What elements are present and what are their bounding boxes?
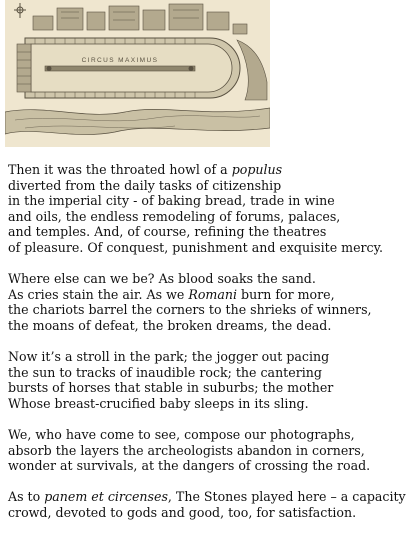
poem-line	[8, 458, 406, 474]
stanza	[8, 271, 406, 333]
line-text: bursts of horses that stable in suburbs; the mother	[8, 380, 334, 396]
poem-line	[8, 349, 406, 365]
spina	[45, 66, 195, 71]
poem-line	[8, 489, 406, 505]
poem-line	[8, 193, 406, 209]
circus-maximus-plan-drawing	[5, 0, 270, 147]
poem-line	[8, 240, 406, 256]
italic-term: Romani	[188, 286, 238, 302]
plan-caption: CIRCUS MAXIMUS	[81, 57, 159, 64]
line-text: Whose breast-crucified baby sleeps in its sling.	[8, 395, 309, 411]
poem-line	[8, 302, 406, 318]
circus-maximus-illustration	[5, 0, 270, 147]
poem-line	[8, 271, 406, 287]
italic-term: panem et circenses	[44, 489, 168, 505]
poem-line	[8, 318, 406, 334]
line-text: the chariots barrel the corners to the shrieks of winners,	[8, 302, 372, 318]
stanza	[8, 427, 406, 474]
poem-line	[8, 162, 406, 178]
line-text: the sun to tracks of inaudible rock; the cantering	[8, 364, 322, 380]
line-text: and temples. And, of course, refining the theatres	[8, 224, 327, 240]
line-text: Where else can we be? As blood soaks the sand.	[8, 271, 316, 287]
line-text: in the imperial city - of baking bread, trade in wine	[8, 193, 335, 209]
poem-line	[8, 427, 406, 443]
line-text: wonder at survivals, at the dangers of crossing the road.	[8, 458, 371, 474]
poem-line	[8, 505, 406, 521]
poem-line	[8, 178, 406, 194]
poem-line	[8, 380, 406, 396]
poem-line	[8, 209, 406, 225]
stanza	[8, 349, 406, 411]
line-text: absorb the layers the archeologists abandon in corners,	[8, 442, 365, 458]
line-text: We, who have come to see, compose our photographs,	[8, 427, 355, 443]
poem	[8, 162, 406, 536]
poem-line	[8, 287, 406, 303]
line-text: crowd, devoted to gods and good, too, for satisfaction.	[8, 505, 357, 521]
line-text: and oils, the endless remodeling of forums, palaces,	[8, 208, 341, 224]
line-text: Then it was the throated howl of a	[8, 162, 232, 177]
line-text: As cries stain the air. As we	[8, 286, 189, 302]
line-text: diverted from the daily tasks of citizenship	[8, 177, 282, 193]
line-text: As to	[8, 489, 45, 505]
line-text: the moans of defeat, the broken dreams, the dead.	[8, 317, 332, 333]
stanza	[8, 162, 406, 256]
line-text: , The Stones played here – a capacity	[167, 489, 406, 505]
stanza	[8, 489, 406, 520]
line-text: Now it’s a stroll in the park; the jogger out pacing	[8, 349, 330, 365]
poem-line	[8, 365, 406, 381]
poem-line	[8, 443, 406, 459]
poem-line	[8, 224, 406, 240]
line-text: of pleasure. Of conquest, punishment and exquisite mercy.	[8, 239, 384, 255]
italic-term: populus	[231, 162, 283, 177]
poem-line	[8, 396, 406, 412]
line-text: burn for more,	[237, 286, 335, 302]
